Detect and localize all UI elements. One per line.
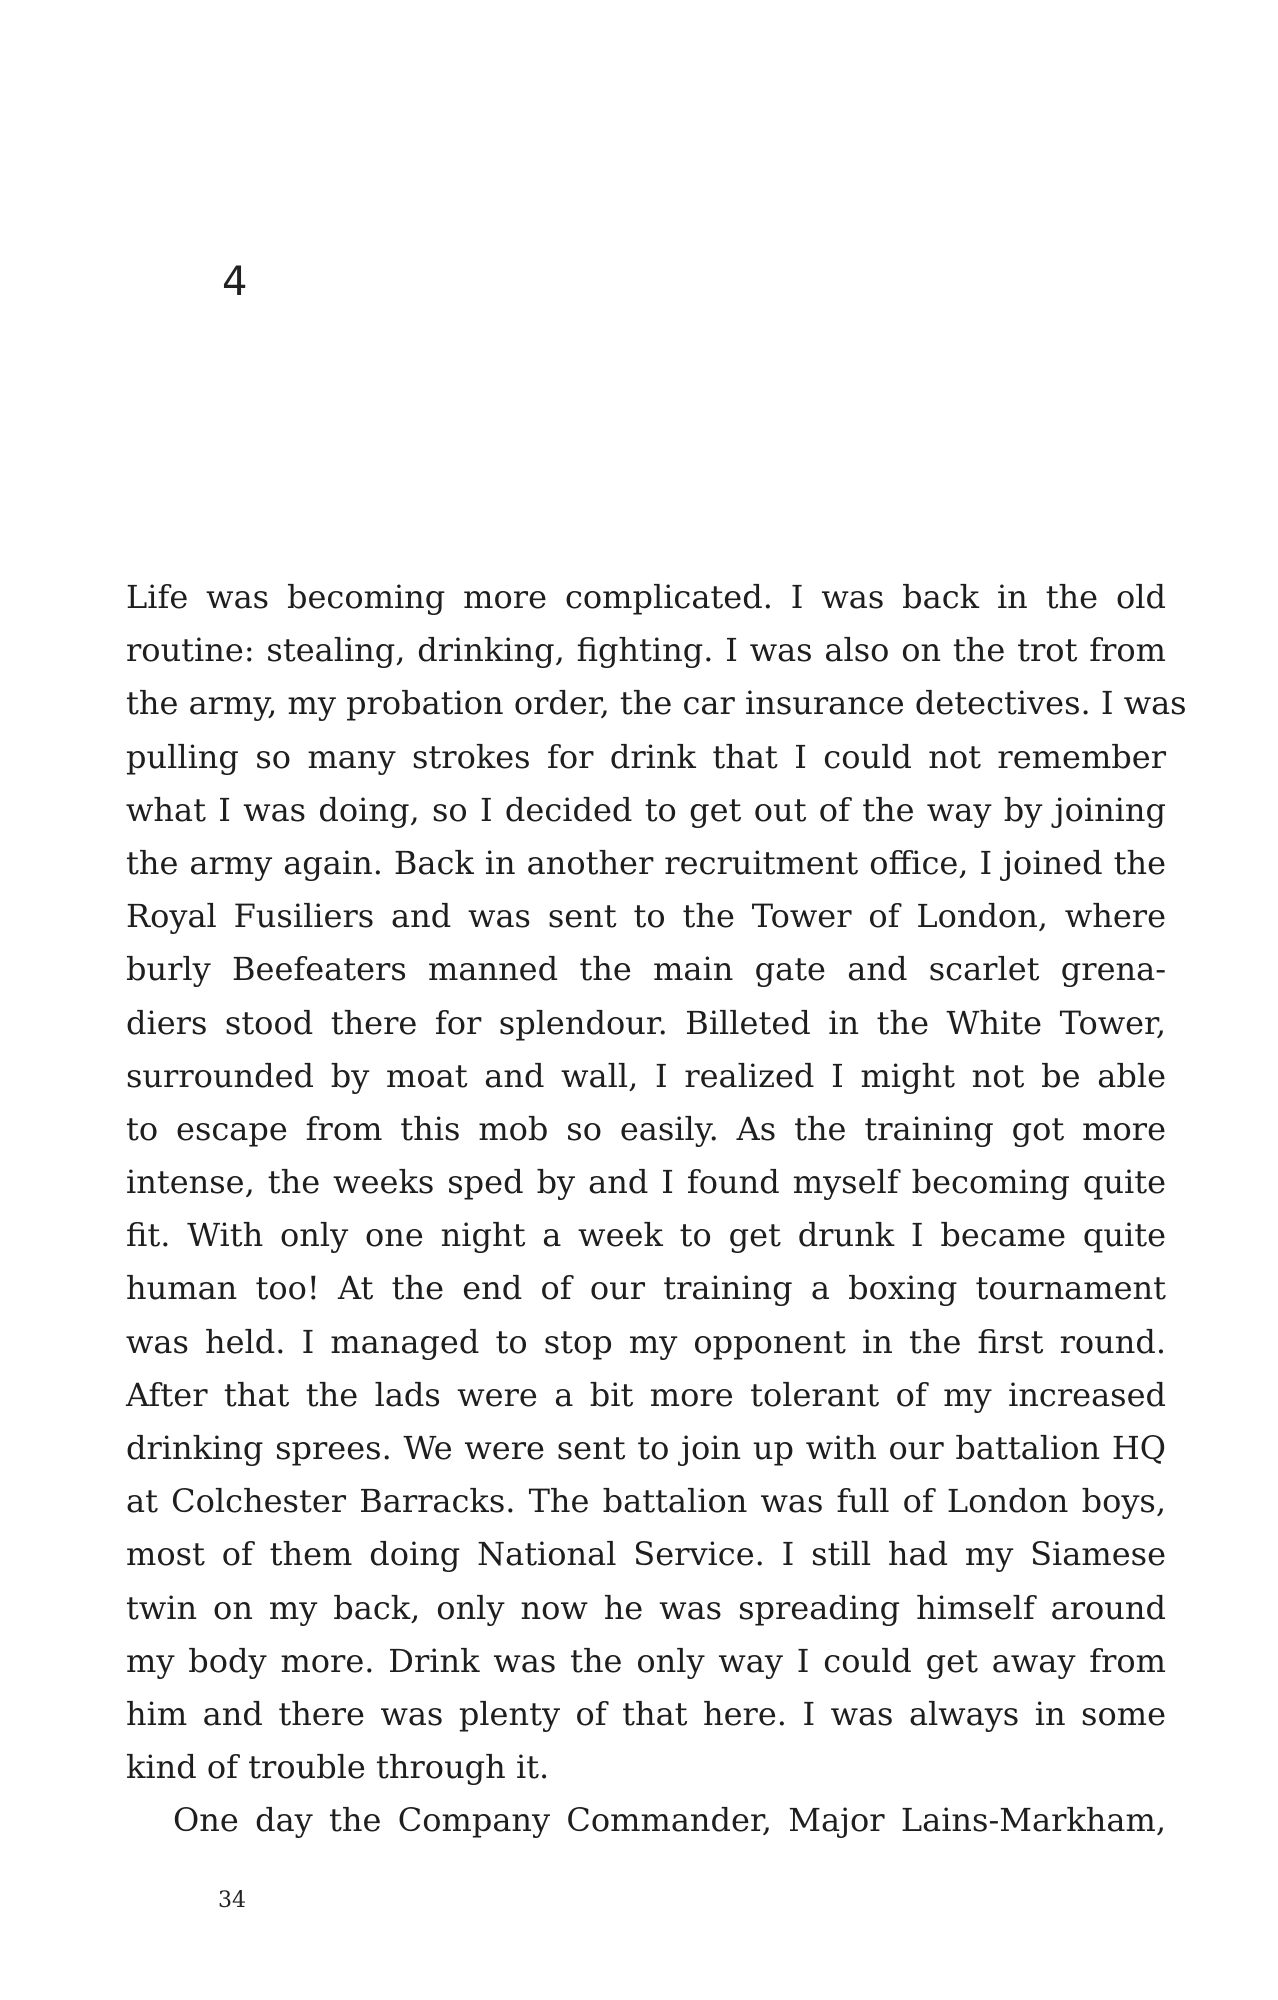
text-line: human too! At the end of our training a boxing tournament xyxy=(126,1269,1166,1308)
text-line: him and there was plenty of that here. I was always in some xyxy=(126,1694,1166,1733)
paragraph-2 xyxy=(126,1794,1166,1847)
text-line: the army again. Back in another recruitment office, I joined the xyxy=(126,843,1166,882)
text-line: One day the Company Commander, Major Lains-Markham, xyxy=(173,1801,1166,1840)
text-line: drinking sprees. We were sent to join up with our battalion HQ xyxy=(126,1429,1166,1467)
text-line: what I was doing, so I decided to get out of the way by joining xyxy=(126,790,1166,829)
text-line: the army, my probation order, the car insurance detectives. I was xyxy=(126,684,1187,723)
text-line: surrounded by moat and wall, I realized I might not be able xyxy=(126,1056,1166,1095)
body-text xyxy=(126,571,1187,1848)
text-line: After that the lads were a bit more tolerant of my increased xyxy=(126,1375,1166,1414)
text-line: routine: stealing, drinking, fighting. I was also on the trot from xyxy=(126,631,1166,670)
text-line: most of them doing National Service. I still had my Siamese xyxy=(126,1535,1166,1574)
text-line: burly Beefeaters manned the main gate and scarlet grena- xyxy=(126,950,1166,989)
page-number: 34 xyxy=(218,1888,246,1913)
text-line: intense, the weeks sped by and I found myself becoming quite xyxy=(126,1163,1166,1202)
text-line: diers stood there for splendour. Billeted in the White Tower, xyxy=(126,1003,1166,1042)
text-line: to escape from this mob so easily. As the training got more xyxy=(126,1109,1166,1148)
paragraph-1 xyxy=(126,571,1187,1794)
text-line: Royal Fusiliers and was sent to the Tower of London, where xyxy=(126,897,1166,936)
text-line: Life was becoming more complicated. I was back in the old xyxy=(126,578,1166,616)
text-line: my body more. Drink was the only way I could get away from xyxy=(126,1641,1166,1680)
text-line: twin on my back, only now he was spreading himself around xyxy=(126,1588,1166,1627)
text-line: fit. With only one night a week to get drunk I became quite xyxy=(126,1216,1166,1255)
text-line: kind of trouble through it. xyxy=(126,1748,550,1787)
text-line: pulling so many strokes for drink that I could not remember xyxy=(126,737,1166,776)
text-line: at Colchester Barracks. The battalion was full of London boys, xyxy=(126,1482,1166,1521)
text-line: was held. I managed to stop my opponent in the first round. xyxy=(126,1322,1166,1361)
chapter-number: 4 xyxy=(222,259,248,305)
